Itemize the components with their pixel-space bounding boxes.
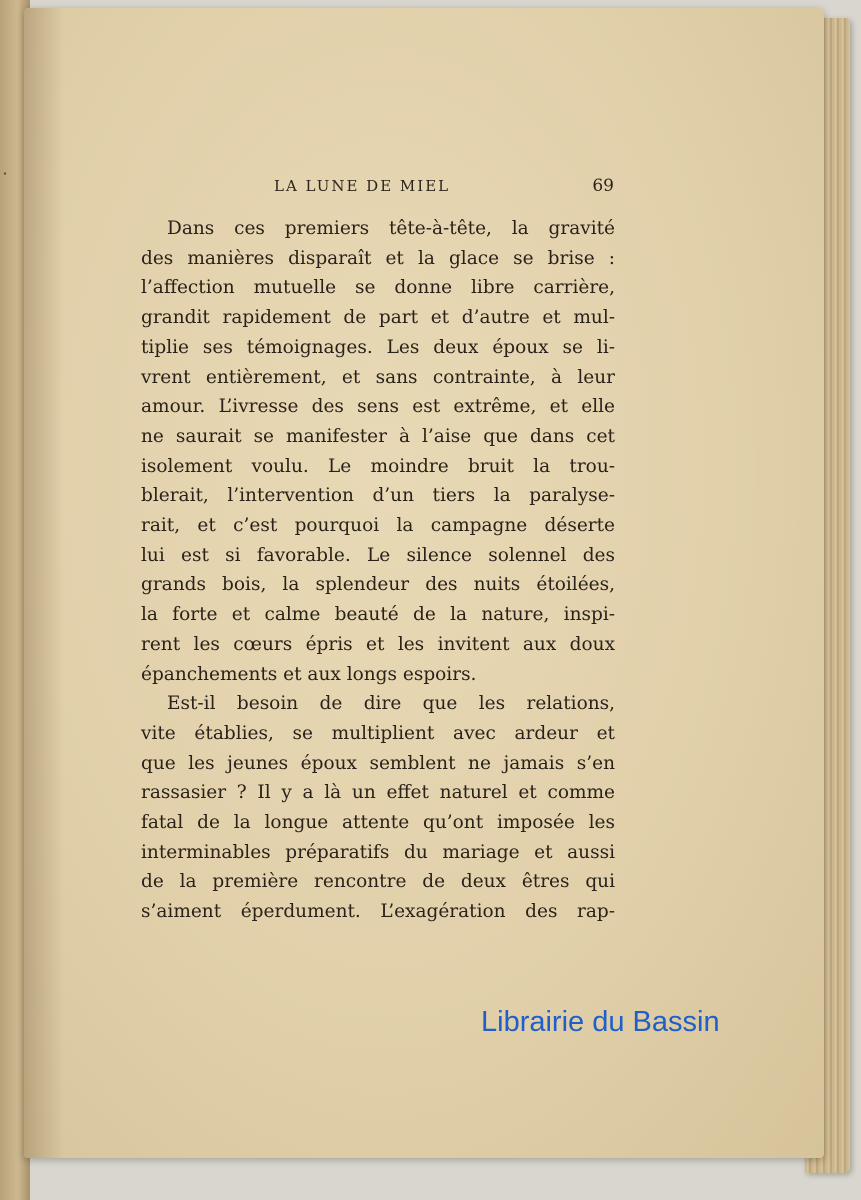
text-line: Dans ces premiers tête-à-tête, la gravité bbox=[167, 218, 615, 239]
text-line: des manières disparaît et la glace se brise : bbox=[141, 247, 615, 269]
body-text bbox=[141, 214, 615, 927]
running-head bbox=[274, 176, 614, 196]
text-line: isolement voulu. Le moindre bruit la trou- bbox=[141, 455, 615, 477]
running-title: LA LUNE DE MIEL bbox=[274, 177, 451, 195]
text-line: lui est si favorable. Le silence solennel des bbox=[141, 544, 615, 566]
text-line: fatal de la longue attente qu’ont imposée les bbox=[141, 812, 615, 834]
text-line: blerait, l’intervention d’un tiers la paralyse- bbox=[141, 485, 615, 507]
paragraph-1 bbox=[141, 214, 615, 689]
paragraph-2 bbox=[141, 689, 615, 927]
text-line: ne saurait se manifester à l’aise que dans cet bbox=[141, 425, 615, 447]
text-line: la forte et calme beauté de la nature, inspi- bbox=[141, 604, 615, 626]
text-line: de la première rencontre de deux êtres qui bbox=[141, 871, 615, 893]
text-line: s’aiment éperdument. L’exagération des rap- bbox=[141, 901, 615, 923]
text-line: rent les cœurs épris et les invitent aux doux bbox=[141, 633, 615, 655]
text-line: interminables préparatifs du mariage et aussi bbox=[141, 841, 615, 863]
page-number: 69 bbox=[592, 176, 614, 196]
text-line: grands bois, la splendeur des nuits étoilées, bbox=[141, 574, 615, 596]
text-line: Est-il besoin de dire que les relations, bbox=[167, 693, 615, 715]
text-line: vite établies, se multiplient avec ardeur et bbox=[141, 722, 615, 744]
book-page bbox=[24, 8, 824, 1158]
text-line: grandit rapidement de part et d’autre et mul- bbox=[141, 307, 615, 329]
text-line: rait, et c’est pourquoi la campagne déserte bbox=[141, 515, 615, 537]
bookseller-watermark: Librairie du Bassin bbox=[481, 1006, 720, 1038]
text-line: que les jeunes époux semblent ne jamais s’en bbox=[141, 752, 615, 774]
text-line: vrent entièrement, et sans contrainte, à leur bbox=[141, 366, 615, 388]
text-line: épanchements et aux longs espoirs. bbox=[141, 663, 477, 685]
facing-page-fragment: · bbox=[0, 163, 10, 186]
text-line: rassasier ? Il y a là un effet naturel et comme bbox=[141, 782, 615, 804]
text-line: amour. L’ivresse des sens est extrême, et elle bbox=[141, 396, 615, 418]
text-line: l’affection mutuelle se donne libre carrière, bbox=[141, 277, 615, 299]
text-line: tiplie ses témoignages. Les deux époux se li- bbox=[141, 336, 615, 358]
